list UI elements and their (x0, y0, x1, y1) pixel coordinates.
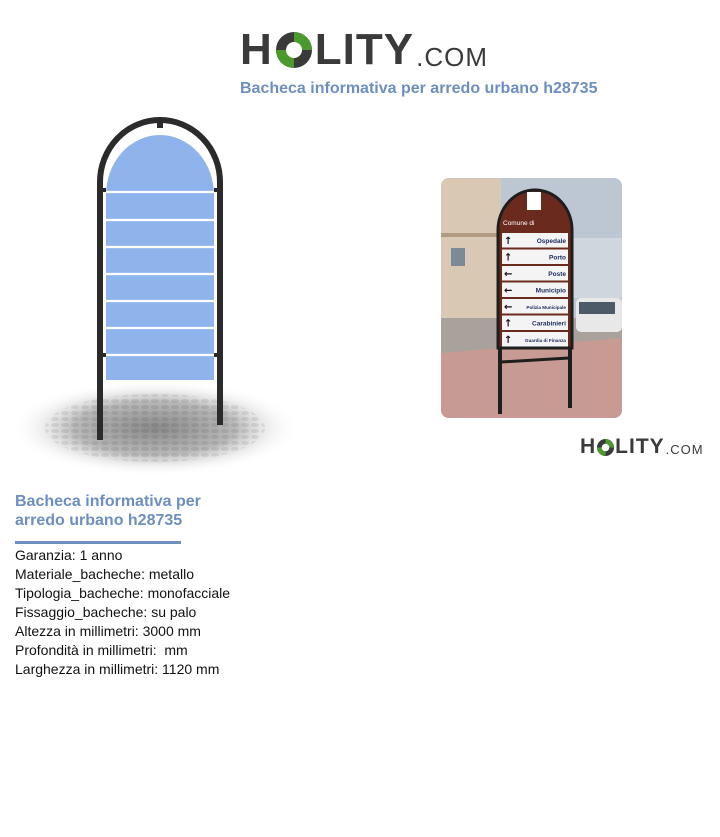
sign-row-label: Municipio (535, 287, 566, 295)
spec-item-height: Altezza in millimetri: 3000 mm (15, 623, 201, 639)
spec-item-depth: Profondità in millimetri: mm (15, 642, 188, 658)
logo-small-letters-lity: LITY (615, 435, 665, 458)
sign-row-arrow-icon: ↑ (504, 252, 513, 264)
holity-logo-small[interactable] (580, 436, 704, 458)
sign-row-arrow-icon: ← (504, 302, 513, 313)
logo-suffix: .COM (416, 42, 488, 72)
spec-item-material: Materiale_bacheche: metallo (15, 566, 194, 582)
sign-row-arrow-icon: ↑ (504, 236, 513, 247)
sign-row-arrow-icon: ↑ (504, 318, 513, 330)
spec-item-warranty: Garanzia: 1 anno (15, 547, 123, 563)
sign-row-label: Carabinieri (532, 320, 566, 328)
sign-rows (502, 233, 568, 347)
sign-row-label: Porto (549, 254, 566, 262)
sign-row-label: Guardia di Finanza (524, 338, 566, 343)
sign-header-text: Comune di (503, 220, 535, 227)
sign-row-label: Ospedale (536, 238, 566, 245)
spec-item-width: Larghezza in millimetri: 1120 mm (15, 661, 220, 677)
sign-row-label: Poste (548, 271, 566, 278)
spec-list (15, 546, 230, 679)
sign-row-arrow-icon: ← (504, 285, 513, 297)
sign-row-arrow-icon: ← (504, 269, 513, 280)
holity-logo[interactable] (240, 12, 488, 72)
holity-o-logo-icon (274, 30, 314, 70)
sign-row-label: Polizia Municipale (526, 305, 566, 310)
logo-letters-lity: LITY (314, 25, 415, 74)
section-divider (15, 541, 181, 544)
logo-letter-h: H (240, 25, 273, 74)
spec-item-mounting: Fissaggio_bacheche: su palo (15, 604, 197, 620)
page-title: Bacheca informativa per arredo urbano h28735 (240, 80, 598, 97)
product-image-street-sign (441, 178, 622, 418)
sign-row-arrow-icon: ↑ (504, 335, 513, 346)
logo-small-suffix: .COM (665, 442, 704, 457)
spec-item-type: Tipologia_bacheche: monofacciale (15, 585, 231, 601)
product-image-notice-board (10, 110, 300, 480)
product-section-title: Bacheca informativa per arredo urbano h28735 (15, 493, 201, 529)
holity-o-logo-icon (596, 438, 615, 457)
logo-small-letter-h: H (580, 435, 597, 458)
